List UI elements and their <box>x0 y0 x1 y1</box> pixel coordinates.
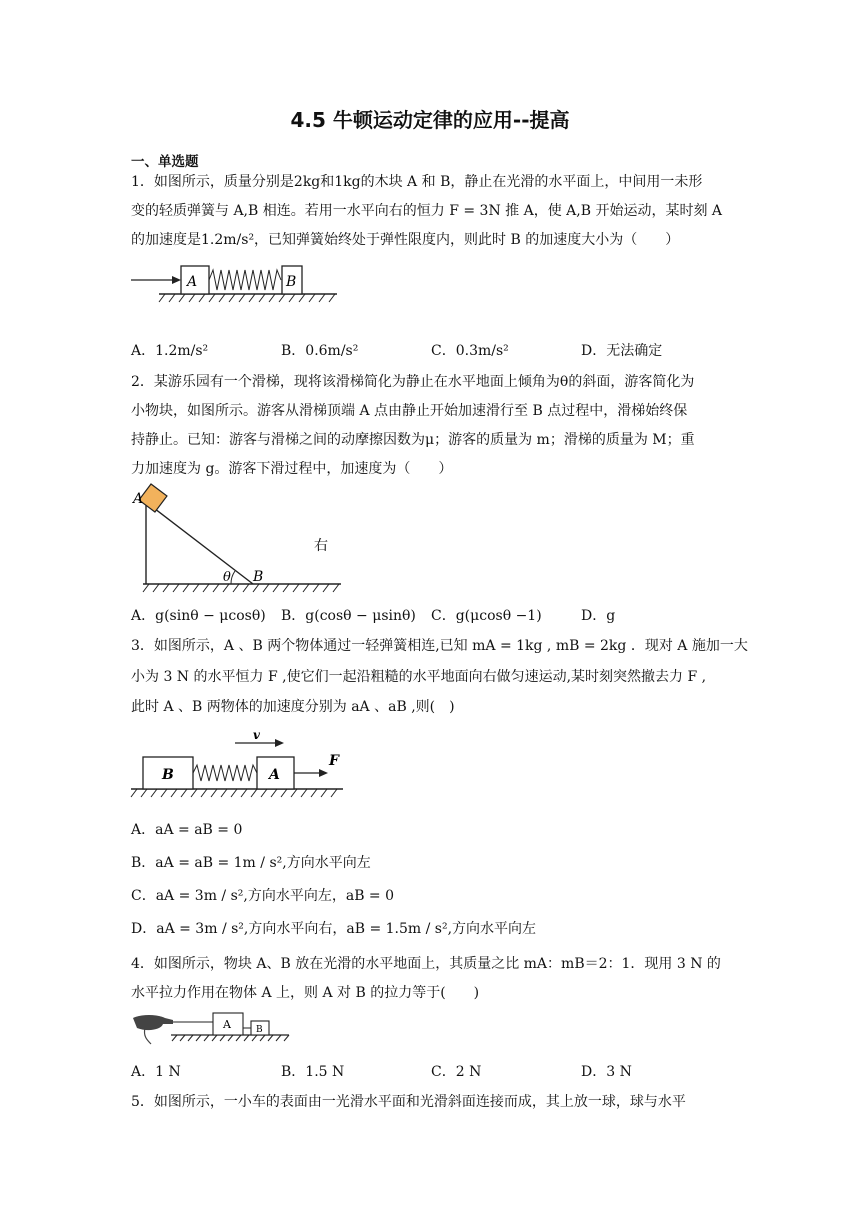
hand-icon <box>133 1015 173 1044</box>
velocity-label: v <box>253 728 260 742</box>
q4-option-c[interactable]: C．2 N <box>431 1064 482 1080</box>
block-a-label: A <box>187 274 198 290</box>
angle-arc <box>231 571 235 584</box>
q3-line-2: 小为 3 N 的水平恒力 F ,使它们一起沿粗糙的水平地面向右做匀速运动,某时刻突然撤去力 F , <box>131 669 707 685</box>
q2-figure <box>131 488 351 593</box>
tourist-block <box>139 484 167 512</box>
block-b-label: B <box>286 274 297 290</box>
q3-option-c[interactable]: C．aA = 3m / s²,方向水平向左，aB = 0 <box>131 888 395 904</box>
q4-figure <box>131 1010 291 1046</box>
q2-line-4: 力加速度为 g。游客下滑过程中，加速度为（ ） <box>131 461 453 477</box>
q2-line-1: 2．某游乐园有一个滑梯，现将该滑梯简化为静止在水平地面上倾角为θ的斜面，游客简化为 <box>131 374 695 390</box>
angle-label: θ <box>223 570 231 585</box>
q3-line-3: 此时 A 、B 两物体的加速度分别为 aA 、aB ,则( ) <box>131 699 455 715</box>
force-label: F <box>329 753 339 769</box>
point-b-label: B <box>253 569 264 585</box>
q4-line-1: 4．如图所示，物块 A、B 放在光滑的水平地面上，其质量之比 mA：mB＝2：1．现用 3 N 的 <box>131 956 721 972</box>
q1-figure <box>131 258 341 308</box>
slide-incline <box>146 502 253 584</box>
q2-line-3: 持静止。已知：游客与滑梯之间的动摩擦因数为μ；游客的质量为 m；滑梯的质量为 M；重 <box>131 432 695 448</box>
q3-option-a[interactable]: A．aA = aB = 0 <box>131 822 243 838</box>
block-b-label: B <box>256 1025 263 1035</box>
q1-option-d[interactable]: D．无法确定 <box>581 343 663 359</box>
q2-option-a[interactable]: A．g(sinθ − μcosθ) <box>131 608 266 624</box>
q3-figure <box>131 727 346 799</box>
q2-option-c[interactable]: C．g(μcosθ −1) <box>431 608 542 624</box>
q4-option-d[interactable]: D．3 N <box>581 1064 632 1080</box>
q2-line-2: 小物块，如图所示。游客从滑梯顶端 A 点由静止开始加速滑行至 B 点过程中，滑梯始终保 <box>131 403 688 419</box>
q3-option-b[interactable]: B．aA = aB = 1m / s²,方向水平向左 <box>131 855 371 871</box>
q3-line-1: 3．如图所示，A 、B 两个物体通过一轻弹簧相连,已知 mA = 1kg , mB = 2kg ．现对 A 施加一大 <box>131 638 748 654</box>
point-a-label: A <box>133 491 144 507</box>
q1-option-c[interactable]: C．0.3m/s² <box>431 343 509 359</box>
q1-line-2: 变的轻质弹簧与 A,B 相连。若用一水平向右的恒力 F = 3N 推 A，使 A,B 开始运动，某时刻 A <box>131 203 723 219</box>
right-label: 右 <box>314 538 328 554</box>
spring <box>209 270 281 290</box>
q1-option-b[interactable]: B．0.6m/s² <box>281 343 359 359</box>
page-title: 4.5 牛顿运动定律的应用--提高 <box>290 108 570 132</box>
section-heading: 一、单选题 <box>131 154 199 170</box>
spring <box>193 765 257 781</box>
q1-line-3: 的加速度是1.2m/s²，已知弹簧始终处于弹性限度内，则此时 B 的加速度大小为（ ） <box>131 232 680 248</box>
q5-line-1: 5．如图所示，一小车的表面由一光滑水平面和光滑斜面连接而成，其上放一球，球与水平 <box>131 1094 686 1110</box>
block-a-label: A <box>223 1018 231 1031</box>
q2-option-d[interactable]: D．g <box>581 608 616 624</box>
q2-option-b[interactable]: B．g(cosθ − μsinθ) <box>281 608 416 624</box>
block-b-label: B <box>162 767 174 783</box>
q1-line-1: 1．如图所示，质量分别是2kg和1kg的木块 A 和 B，静止在光滑的水平面上，中间用一未形 <box>131 174 703 190</box>
q4-line-2: 水平拉力作用在物体 A 上，则 A 对 B 的拉力等于( ) <box>131 985 480 1001</box>
q1-option-a[interactable]: A．1.2m/s² <box>131 343 209 359</box>
q3-option-d[interactable]: D．aA = 3m / s²,方向水平向右，aB = 1.5m / s²,方向水平向左 <box>131 921 537 937</box>
q4-option-a[interactable]: A．1 N <box>131 1064 181 1080</box>
q4-option-b[interactable]: B．1.5 N <box>281 1064 345 1080</box>
block-a-label: A <box>269 767 280 783</box>
